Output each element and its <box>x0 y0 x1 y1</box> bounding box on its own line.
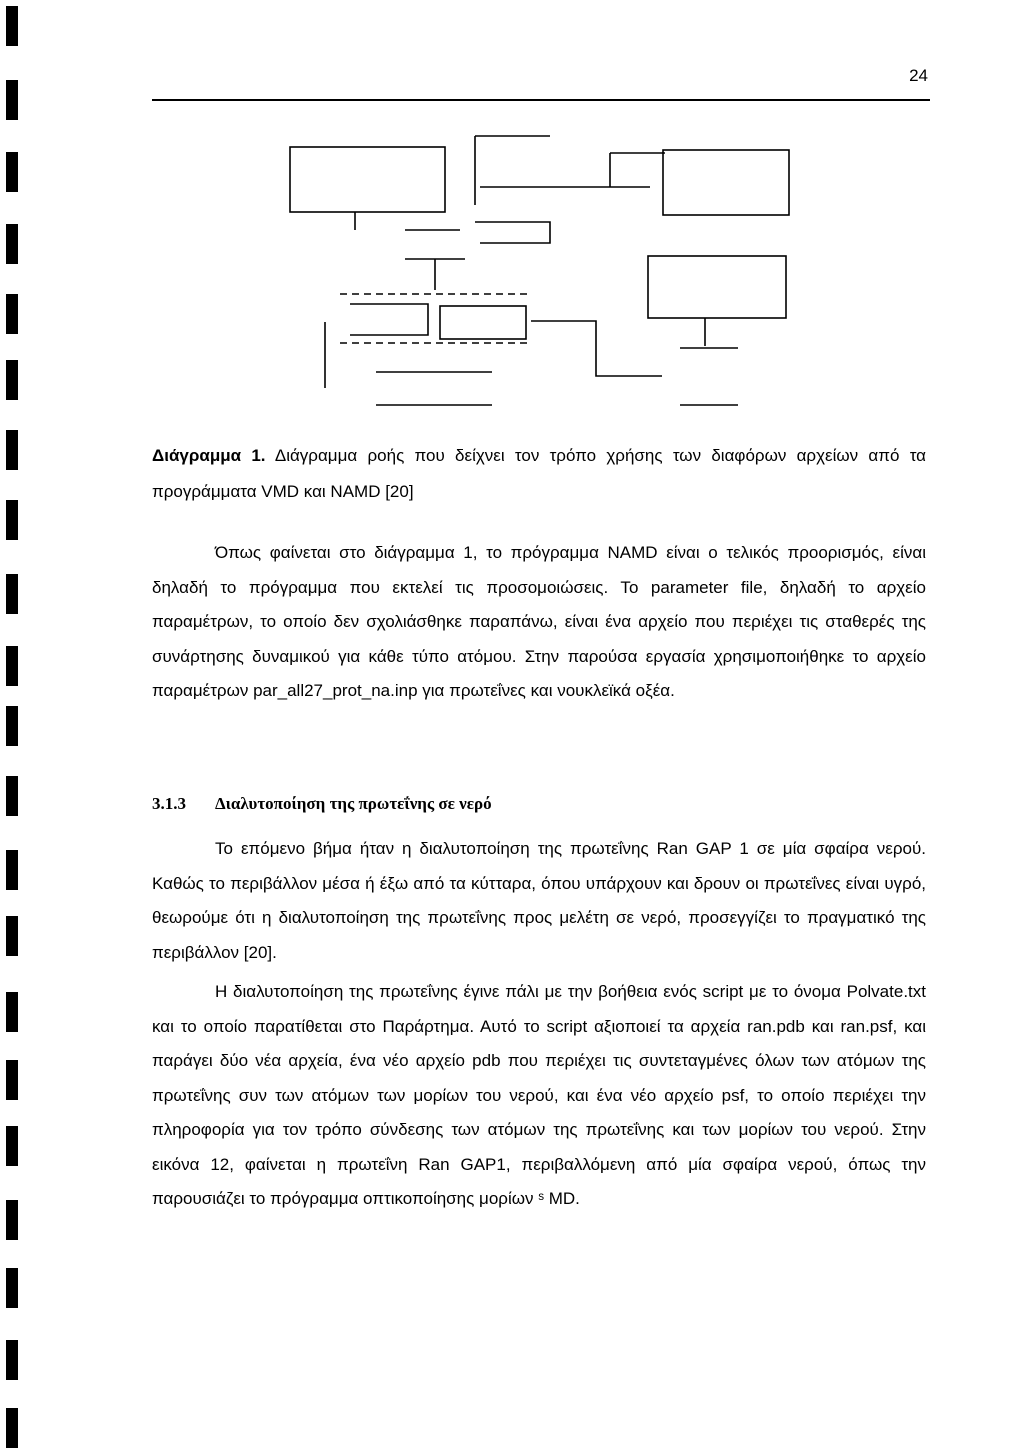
section-heading <box>152 794 492 814</box>
diagram-connector <box>350 304 428 335</box>
diagram-connector <box>531 321 662 376</box>
scan-mark <box>6 1060 18 1100</box>
diagram-box <box>663 150 789 215</box>
diagram-box <box>290 147 445 212</box>
diagram-connector <box>475 136 550 205</box>
diagram-box <box>440 306 526 339</box>
scan-mark <box>6 1268 18 1308</box>
scan-mark <box>6 646 18 686</box>
diagram-connector <box>475 222 550 243</box>
caption-label: Διάγραμμα 1. <box>152 446 266 465</box>
header-rule <box>152 99 930 101</box>
scan-mark <box>6 500 18 540</box>
diagram-connector <box>680 318 738 348</box>
scan-mark <box>6 850 18 890</box>
scan-mark <box>6 706 18 746</box>
page-number: 24 <box>909 66 928 85</box>
caption-text: Διάγραμμα ροής που δείχνει τον τρόπο χρήσης των διαφόρων αρχείων από τα προγράμματα VMD και NAMD [20] <box>152 446 926 501</box>
scan-mark <box>6 80 18 120</box>
body-paragraph: Το επόμενο βήμα ήταν η διαλυτοποίηση της πρωτεΐνης Ran GAP 1 σε μία σφαίρα νερού. Καθώς το περιβάλλον μέσα ή έξω από τα κύτταρα, όπου υπάρχουν και δρουν οι πρωτεΐνες είναι υγρό, θεωρούμε ότι η διαλυτοποίηση της πρωτεΐνης προς μελέτη σε νερό, προσεγγίζει το πραγματικό της περιβάλλον [20]. <box>152 839 926 962</box>
scan-mark <box>6 1408 18 1448</box>
flow-diagram <box>280 130 800 420</box>
scan-mark <box>6 776 18 816</box>
scan-mark <box>6 152 18 192</box>
section-number: 3.1.3 <box>152 794 186 813</box>
diagram-connector <box>480 153 665 187</box>
diagram-box <box>648 256 786 318</box>
scan-mark <box>6 1200 18 1240</box>
scan-mark <box>6 294 18 334</box>
body-paragraph: Όπως φαίνεται στο διάγραμμα 1, το πρόγραμμα NAMD είναι ο τελικός προορισμός, είναι δηλαδή το πρόγραμμα που εκτελεί τις προσομοιώσεις. Το parameter file, δηλαδή το αρχείο παραμέτρων, το οποίο δεν σχολιάσθηκε παραπάνω, είναι ένα αρχείο που περιέχει τις σταθερές της συνάρτησης δυναμικού για κάθε τύπο ατόμου. Στην παρούσα εργασία χρησιμοποιήθηκε το αρχείο παραμέτρων par_all27_prot_na.inp για πρωτεΐνες και νουκλεϊκά οξέα. <box>152 543 926 700</box>
scan-mark <box>6 1340 18 1380</box>
scan-mark <box>6 430 18 470</box>
scan-mark <box>6 6 18 46</box>
scan-mark <box>6 574 18 614</box>
scan-mark <box>6 360 18 400</box>
scan-mark <box>6 916 18 956</box>
scan-mark <box>6 992 18 1032</box>
figure-caption <box>152 438 926 510</box>
section-title: Διαλυτοποίηση της πρωτεΐνης σε νερό <box>215 794 492 813</box>
body-paragraph: Η διαλυτοποίηση της πρωτεΐνης έγινε πάλι με την βοήθεια ενός script με το όνομα Polvate.txt και το οποίο παρατίθεται στο Παράρτημα. Αυτό το script αξιοποιεί τα αρχεία ran.pdb και ran.psf, και παράγει δύο νέα αρχεία, ένα νέο αρχείο pdb που περιέχει τις συντεταγμένες όλων των ατόμων της πρωτεΐνης συν των ατόμων των μορίων του νερού, και ένα νέο αρχείο psf, το οποίο περιέχει την πληροφορία για τον τρόπο σύνδεσης των ατόμων της πρωτεΐνης και των μορίων του νερού. Στην εικόνα 12, φαίνεται η πρωτεΐνη Ran GAP1, περιβαλλόμενη από μία σφαίρα νερού, όπως την παρουσιάζει το πρόγραμμα οπτικοποίησης μορίων ˢ MD. <box>152 982 926 1208</box>
scan-mark <box>6 1126 18 1166</box>
scan-mark <box>6 224 18 264</box>
diagram-connector <box>405 259 465 290</box>
